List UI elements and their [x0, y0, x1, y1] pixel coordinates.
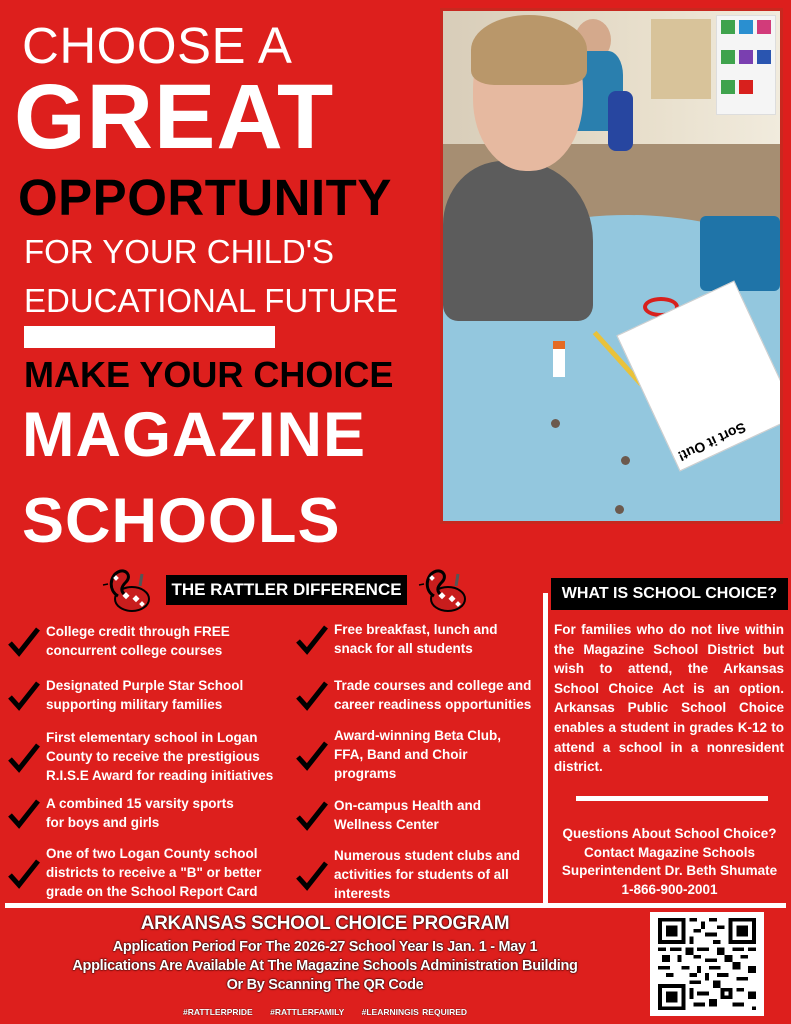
headline-for-your-child: FOR YOUR CHILD'S: [24, 233, 335, 270]
contact-org: Contact Magazine Schools: [583, 844, 756, 860]
checkmark-icon: [8, 625, 40, 657]
footer-title: ARKANSAS SCHOOL CHOICE PROGRAM: [140, 913, 510, 934]
footer-divider: [5, 903, 786, 908]
feature-item: [296, 796, 541, 834]
feature-item: [8, 728, 296, 785]
qr-code-icon[interactable]: [650, 912, 764, 1016]
photo-chair: [608, 91, 633, 151]
feature-text: College credit through FREE concurrent college courses: [46, 624, 230, 658]
feature-text: Designated Purple Star School supporting military families: [46, 678, 244, 712]
feature-item: [8, 622, 288, 660]
headline-educational-future: EDUCATIONAL FUTURE: [24, 282, 399, 319]
feature-item: [296, 846, 541, 903]
feature-item: [8, 794, 288, 832]
school-choice-description: For families who do not live within the Magazine School District but wish to attend, the Arkansas School Choice Act is an option. Arkansas Public School Choice enables a student in grades K-12 to attend a school in a nonresident district.: [554, 622, 784, 775]
classroom-photo: [440, 8, 783, 524]
checkmark-icon: [296, 859, 328, 891]
photo-child-hair: [471, 15, 587, 85]
checkmark-icon: [8, 741, 40, 773]
photo-calendar: [716, 15, 776, 115]
headline-magazine: MAGAZINE: [22, 400, 366, 470]
checkmark-icon: [8, 857, 40, 889]
footer-hashtags: [0, 1006, 650, 1018]
feature-text: First elementary school in Logan County to receive the prestigious R.I.S.E Award for reading initiatives: [46, 730, 274, 783]
school-choice-divider: [576, 796, 768, 801]
feature-text: Free breakfast, lunch and snack for all students: [334, 622, 498, 656]
headline-opportunity: OPPORTUNITY: [18, 169, 392, 226]
hashtag: #RATTLERPRIDE: [182, 1007, 253, 1017]
photo-tack: [551, 419, 560, 428]
feature-item: [296, 726, 541, 783]
feature-text: A combined 15 varsity sports for boys and girls: [46, 796, 234, 830]
headline-great: GREAT: [14, 66, 335, 168]
contact-phone[interactable]: 1-866-900-2001: [621, 881, 718, 897]
rattlesnake-mascot-icon: [102, 566, 150, 612]
checkmark-icon: [8, 797, 40, 829]
contact-question: Questions About School Choice?: [562, 826, 777, 841]
feature-item: [296, 676, 541, 714]
feature-item: [8, 844, 296, 901]
headline-divider-bar: [24, 326, 275, 348]
hashtag: #LEARNINGIS REQUIRED: [361, 1007, 468, 1017]
checkmark-icon: [296, 739, 328, 771]
checkmark-icon: [296, 679, 328, 711]
footer-availability: Applications Are Available At The Magazine Schools Administration Building: [72, 958, 578, 974]
rattlesnake-mascot-icon: [418, 566, 466, 612]
feature-item: [296, 620, 541, 658]
rattler-difference-title: THE RATTLER DIFFERENCE: [166, 575, 407, 605]
photo-tack: [615, 505, 624, 514]
photo-glue-stick: [553, 341, 565, 377]
photo-shelf: [651, 19, 711, 99]
photo-tack: [621, 456, 630, 465]
checkmark-icon: [296, 623, 328, 655]
feature-text: On-campus Health and Wellness Center: [334, 798, 482, 832]
feature-item: [8, 676, 288, 714]
school-choice-title: WHAT IS SCHOOL CHOICE?: [551, 578, 788, 610]
feature-text: Award-winning Beta Club, FFA, Band and Choir programs: [334, 728, 502, 781]
feature-text: One of two Logan County school districts to receive a "B" or better grade on the School Report Card: [46, 846, 262, 899]
photo-child-shirt: [443, 161, 593, 321]
contact-person: Superintendent Dr. Beth Shumate: [561, 863, 778, 879]
school-choice-contact: [548, 825, 791, 899]
feature-text: Numerous student clubs and activities for students of all interests: [334, 848, 521, 901]
feature-text: Trade courses and college and career readiness opportunities: [334, 678, 532, 712]
checkmark-icon: [8, 679, 40, 711]
checkmark-icon: [296, 799, 328, 831]
headline-schools: SCHOOLS: [22, 486, 341, 556]
headline-make-your-choice: MAKE YOUR CHOICE: [24, 354, 394, 395]
footer-qr-instruction: Or By Scanning The QR Code: [226, 977, 424, 993]
headline-choose-a: CHOOSE A: [22, 17, 293, 74]
worksheet-title: Sort it Out!: [675, 419, 749, 465]
photo-crayon-tray: [700, 216, 780, 291]
hashtag: #RATTLERFAMILY: [270, 1007, 345, 1017]
footer-application-period: Application Period For The 2026-27 School Year Is Jan. 1 - May 1: [112, 939, 538, 955]
